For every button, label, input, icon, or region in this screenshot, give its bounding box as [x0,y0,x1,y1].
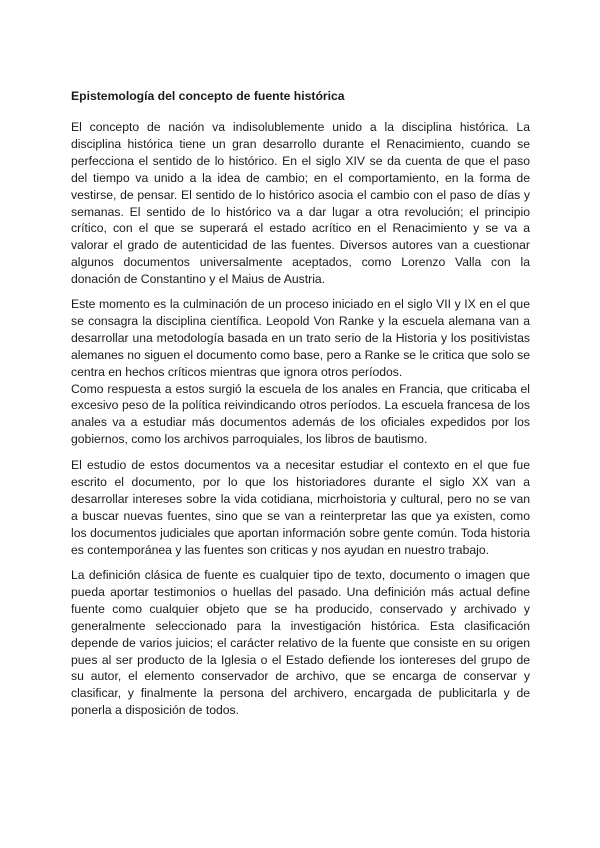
paragraph-nacion: El concepto de nación va indisolublemente unido a la disciplina histórica. La disciplina histórica tiene un gran desarrollo durante el Renacimiento, cuando se perfecciona el sentido de lo histórico. En el siglo XIV se da cuenta de que el paso del tiempo va unido a la idea de cambio; en el comportamiento, en la forma de vestirse, de pensar. El sentido de lo histórico asocia el cambio con el paso de días y semanas. El sentido de lo histórico va a dar lugar a otra revolución; el principio crítico, con el que se superará el estado acrítico en el Renacimiento y se va a valorar el grado de autenticidad de las fuentes. Diversos autores van a cuestionar algunos documentos universalmente aceptados, como Lorenzo Valla con la donación de Constantino y el Maius de Austria. [71,120,530,287]
paragraph-estudio-documentos: El estudio de estos documentos va a necesitar estudiar el contexto en el que fue escrito el documento, por lo que los historiadores durante el siglo XX van a desarrollar intereses sobre la vida cotidiana, micrhoistoria y cultural, pero no se van a buscar nuevas fuentes, sino que se van a reinterpretar las que ya existen, como los documentos judiciales que aportan información sobre gente común. Toda historia es contemporánea y las fuentes son criticas y nos ayudan en nuestro trabajo. [71,458,530,557]
paragraph-anales: Como respuesta a estos surgió la escuela de los anales en Francia, que criticaba el excesivo peso de la política reivindicando otros períodos. La escuela francesa de los anales va a estudiar más documentos además de los oficiales expedidos por los gobiernos, como los archivos parroquiales, los libros de bautismo. [71,381,530,447]
document-title: Epistemología del concepto de fuente histórica [71,89,345,103]
paragraph-group-ranke [71,296,530,448]
paragraph-definicion-fuente: La definición clásica de fuente es cualquier tipo de texto, documento o imagen que pueda aportar testimonios o huellas del pasado. Una definición más actual define fuente como cualquier objeto que se ha producido, conservado y archivado y generalmente seleccionado para la investigación histórica. Esta clasificación depende de varios juicios; el carácter relativo de la fuente que consiste en su origen pues al ser producto de la Iglesia o el Estado defiende los iontereses del grupo de su autor, el elemento conservador de archivo, que se encarga de conservar y clasificar, y finalmente la persona del archivero, encargada de publicitarla y de ponerla a disposición de todos. [71,568,530,718]
paragraph-ranke: Este momento es la culminación de un proceso iniciado en el siglo VII y IX en el que se consagra la disciplina científica. Leopold Von Ranke y la escuela alemana van a desarrollar una metodología basada en un trato serio de la Historia y los positivistas alemanes no siguen el documento como base, pero a Ranke se le critica que solo se centra en hechos críticos mientras que ignora otros períodos. [71,297,530,379]
